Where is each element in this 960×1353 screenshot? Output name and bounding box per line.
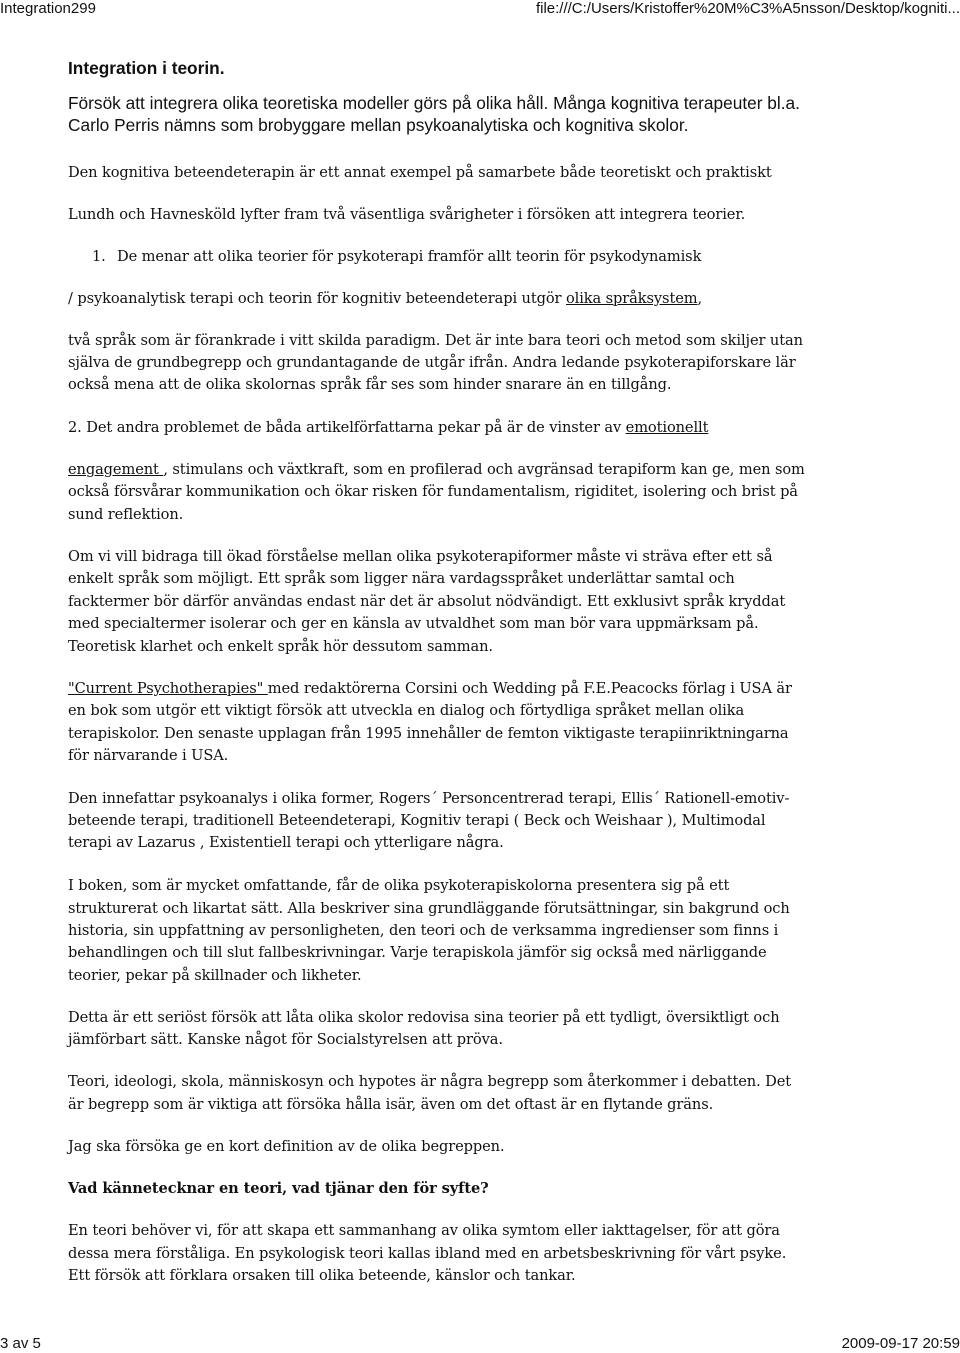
- page-indicator: 3 av 5: [0, 1335, 41, 1352]
- para-7-line-1: Detta är ett seriöst försök att låta olika skolor redovisa sina teorier på ett tydligt, översiktligt och: [68, 1009, 780, 1026]
- point-2-line-2-text: , stimulans och växtkraft, som en profilerad och avgränsad terapiform kan ge, men som: [163, 461, 805, 478]
- para-3-line-1: Om vi vill bidraga till ökad förståelse mellan olika psykoterapiformer måste vi sträva efter ett så: [68, 548, 773, 565]
- para-4-line-2: en bok som utgör ett viktigt försök att utveckla en dialog och förtydliga språket mellan olika: [68, 702, 745, 719]
- para-8-line-2: är begrepp som är viktiga att försöka hålla isär, även om det oftast är en flytande gräns.: [68, 1096, 714, 1113]
- para-4-line-1: [68, 679, 792, 699]
- point-1-line-2-end: ,: [697, 290, 703, 307]
- point-2-line-2: [68, 460, 805, 480]
- point-2-line-3: också försvårar kommunikation och ökar risken för fundamentalism, rigiditet, isolering och brist på: [68, 483, 798, 500]
- point-2-line-1: [68, 418, 708, 438]
- para-8-line-1: Teori, ideologi, skola, människosyn och hypotes är några begrepp som återkommer i debatten. Det: [68, 1073, 792, 1090]
- point-1-line-5: också mena att de olika skolornas språk får ses som hinder snarare än en tillgång.: [68, 376, 672, 393]
- para-5-line-3: terapi av Lazarus , Existentiell terapi och ytterligare några.: [68, 834, 504, 851]
- para-3-line-4: med specialtermer isolerar och ger en känsla av utvaldhet som man bör vara uppmärksam på.: [68, 615, 759, 632]
- point-1-number: 1.: [92, 248, 106, 265]
- intro-line-2: Carlo Perris nämns som brobyggare mellan psykoanalytiska och kognitiva skolor.: [68, 115, 689, 135]
- point-1-line-1: De menar att olika teorier för psykoterapi framför allt teorin för psykodynamisk: [117, 248, 702, 265]
- para-6-line-1: I boken, som är mycket omfattande, får de olika psykoterapiskolorna presentera sig på ett: [68, 877, 730, 894]
- point-2-line-4: sund reflektion.: [68, 506, 184, 523]
- para-6-line-2: strukturerat och likartat sätt. Alla beskriver sina grundläggande förutsättningar, sin bakgrund och: [68, 900, 790, 917]
- para-7-line-2: jämförbart sätt. Kanske något för Socialstyrelsen att pröva.: [68, 1031, 503, 1048]
- para-10-line-2: dessa mera förståliga. En psykologisk teori kallas ibland med en arbetsbeskrivning för vårt psyke.: [68, 1245, 787, 1262]
- link-emotionellt[interactable]: emotionellt: [625, 419, 709, 436]
- link-olika-spraksystem[interactable]: olika språksystem: [565, 290, 698, 307]
- kbt-paragraph: Den kognitiva beteendeterapin är ett annat exempel på samarbete både teoretiskt och praktiskt: [68, 164, 772, 181]
- doc-heading: Integration i teorin.: [68, 58, 225, 78]
- para-10-line-1: En teori behöver vi, för att skapa ett sammanhang av olika symtom eller iakttagelser, för att göra: [68, 1222, 780, 1239]
- section-heading: Vad kännetecknar en teori, vad tjänar den för syfte?: [68, 1180, 489, 1197]
- para-6-line-3: historia, sin uppfattning av personligheten, den teori och de verksamma ingredienser som finns i: [68, 922, 779, 939]
- lundh-paragraph: Lundh och Havnesköld lyfter fram två väsentliga svårigheter i försöken att integrera teorier.: [68, 206, 746, 223]
- point-2-line-1-text: 2. Det andra problemet de båda artikelförfattarna pekar på är de vinster av: [68, 419, 626, 436]
- para-5-line-2: beteende terapi, traditionell Beteendeterapi, Kognitiv terapi ( Beck och Weishaar ), Multimodal: [68, 812, 766, 829]
- para-3-line-3: facktermer bör därför användas endast när det är absolut nödvändigt. Ett exklusivt språk kryddat: [68, 593, 786, 610]
- link-engagement[interactable]: engagement: [68, 461, 164, 478]
- para-4-line-4: för närvarande i USA.: [68, 747, 229, 764]
- point-1-line-2: [68, 289, 702, 309]
- intro-line-1: Försök att integrera olika teoretiska modeller görs på olika håll. Många kognitiva terapeuter bl.a.: [68, 93, 800, 113]
- para-5-line-1: Den innefattar psykoanalys i olika former, Rogers´ Personcentrerad terapi, Ellis´ Rationell-emotiv-: [68, 790, 790, 807]
- para-3-line-5: Teoretisk klarhet och enkelt språk hör dessutom samman.: [68, 638, 493, 655]
- link-current-psychotherapies[interactable]: "Current Psychotherapies": [68, 680, 268, 697]
- point-1-line-2-text: / psykoanalytisk terapi och teorin för kognitiv beteendeterapi utgör: [68, 290, 566, 307]
- point-1-line-3: två språk som är förankrade i vitt skilda paradigm. Det är inte bara teori och metod som skiljer utan: [68, 332, 803, 349]
- para-4-line-1-text: med redaktörerna Corsini och Wedding på F.E.Peacocks förlag i USA är: [267, 680, 792, 697]
- para-10-line-3: Ett försök att förklara orsaken till olika beteende, känslor och tankar.: [68, 1267, 576, 1284]
- para-6-line-5: teorier, pekar på skillnader och likheter.: [68, 967, 362, 984]
- para-3-line-2: enkelt språk som möjligt. Ett språk som ligger nära vardagsspråket underlättar samtal och: [68, 570, 735, 587]
- para-9: Jag ska försöka ge en kort definition av de olika begreppen.: [68, 1138, 505, 1155]
- para-6-line-4: behandlingen och till slut fallbeskrivningar. Varje terapiskola jämför sig också med närliggande: [68, 944, 767, 961]
- para-4-line-3: terapiskolor. Den senaste upplagan från 1995 innehåller de femton viktigaste terapiinriktningarna: [68, 725, 789, 742]
- page-url: file:///C:/Users/Kristoffer%20M%C3%A5nsson/Desktop/kogniti...: [535, 0, 960, 17]
- print-timestamp: 2009-09-17 20:59: [841, 1335, 960, 1352]
- page-title: Integration299: [0, 0, 96, 17]
- point-1-line-4: själva de grundbegrepp och grundantagande de utgår ifrån. Andra ledande psykoterapiforskare lär: [68, 354, 796, 371]
